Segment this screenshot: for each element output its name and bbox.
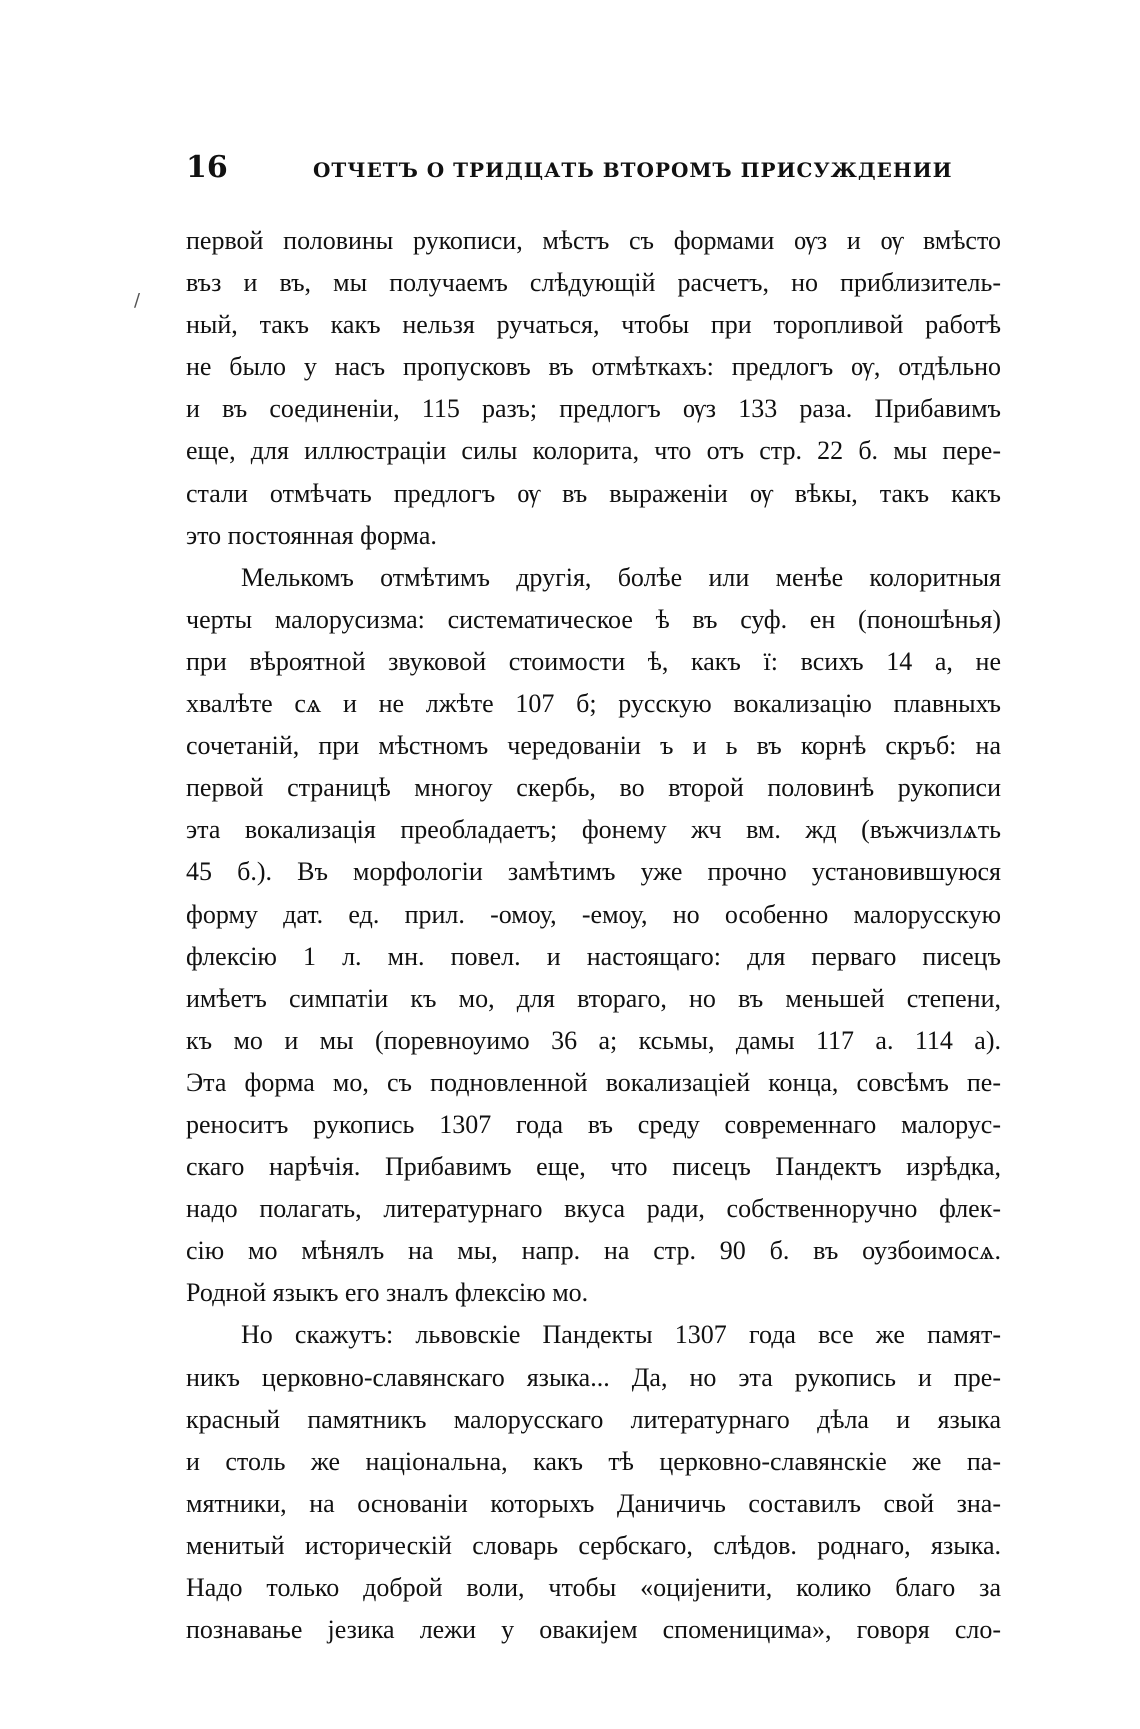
text-line: не было у насъ пропусковъ въ отмѣткахъ: предлогъ ѹ, отдѣльно <box>186 352 1001 382</box>
text-line: менитый историческій словарь сербскаго, слѣдов. роднаго, языка. <box>186 1530 1001 1560</box>
text-line: красный памятникъ малорусскаго литературнаго дѣла и языка <box>186 1404 1001 1434</box>
text-line: хвалѣте сѧ и не лжѣте 107 б; русскую вокализацію плавныхъ <box>186 689 1001 719</box>
text-line: Но скажутъ: львовскіе Пандекты 1307 года все же памят- <box>241 1320 1001 1350</box>
text-line: имѣетъ симпатіи къ мо, для втораго, но въ меньшей степени, <box>186 983 1001 1013</box>
text-line: черты малорусизма: систематическое ѣ въ суф. ен (поношѣнья) <box>186 604 1001 634</box>
text-line: къ мо и мы (поревноуимо 36 а; ксьмы, дамы 117 а. 114 а). <box>186 1025 1001 1055</box>
text-line: надо полагать, литературнаго вкуса ради, собственноручно флек- <box>186 1194 1001 1224</box>
text-line: мятники, на основаніи которыхъ Даничичь составилъ свой зна- <box>186 1488 1001 1518</box>
text-line: познавање језика лежи у овакијем споменицима», говоря сло- <box>186 1615 1001 1645</box>
text-line: и столь же національна, какъ тѣ церковно-славянскіе же па- <box>186 1446 1001 1476</box>
text-line: эта вокализація преобладаетъ; фонему жч вм. жд (въжчизлѧть <box>186 815 1001 845</box>
text-line: первой половины рукописи, мѣстъ съ формами ѹз и ѹ вмѣсто <box>186 226 1001 255</box>
text-line: Родной языкъ его зналъ флексію мо. <box>186 1278 589 1308</box>
text-line: при вѣроятной звуковой стоимости ѣ, какъ ї: всихъ 14 а, не <box>186 646 1001 676</box>
page-header <box>186 150 1028 194</box>
text-line: ный, такъ какъ нельзя ручаться, чтобы при торопливой работѣ <box>186 310 1001 340</box>
text-line: Надо только доброй воли, чтобы «оцијенити, колико благо за <box>186 1573 1001 1602</box>
text-line: Мелькомъ отмѣтимъ другія, болѣе или менѣе колоритныя <box>241 562 1001 592</box>
running-head: ОТЧЕТЪ О ТРИДЦАТЬ ВТОРОМЪ ПРИСУЖДЕНИИ <box>313 158 953 182</box>
text-line: флексію 1 л. мн. повел. и настоящаго: для перваго писецъ <box>186 941 1001 971</box>
text-line: еще, для иллюстраціи силы колорита, что отъ стр. 22 б. мы пере- <box>186 436 1001 466</box>
text-line: сію мо мѣнялъ на мы, напр. на стр. 90 б. въ оузбоимосѧ. <box>186 1236 1001 1266</box>
page-number: 16 <box>186 150 228 185</box>
text-line: въз и въ, мы получаемъ слѣдующій расчетъ, но приблизитель- <box>186 268 1001 298</box>
margin-mark: / <box>134 290 141 311</box>
text-line: скаго нарѣчія. Прибавимъ еще, что писецъ Пандектъ изрѣдка, <box>186 1152 1001 1182</box>
text-line: это постоянная форма. <box>186 520 437 550</box>
text-line: стали отмѣчать предлогъ ѹ въ выраженіи ѹ вѣкы, такъ какъ <box>186 478 1001 508</box>
text-line: 45 б.). Въ морфологіи замѣтимъ уже прочно установившуюся <box>186 857 1001 887</box>
text-line: и въ соединеніи, 115 разъ; предлогъ ѹз 133 раза. Прибавимъ <box>186 394 1001 424</box>
text-line: сочетаній, при мѣстномъ чередованіи ъ и ь въ корнѣ скръб: на <box>186 731 1001 761</box>
text-line: первой страницѣ многоу скербь, во второй половинѣ рукописи <box>186 773 1001 803</box>
text-line: форму дат. ед. прил. -омоу, -емоу, но особенно малорусскую <box>186 899 1001 929</box>
body-text <box>186 220 1001 1651</box>
text-line: никъ церковно-славянскаго языка... Да, но эта рукопись и пре- <box>186 1362 1001 1392</box>
text-line: Эта форма мо, съ подновленной вокализаціей конца, совсѣмъ пе- <box>186 1067 1001 1097</box>
text-line: реноситъ рукопись 1307 года въ среду современнаго малорус- <box>186 1109 1001 1139</box>
